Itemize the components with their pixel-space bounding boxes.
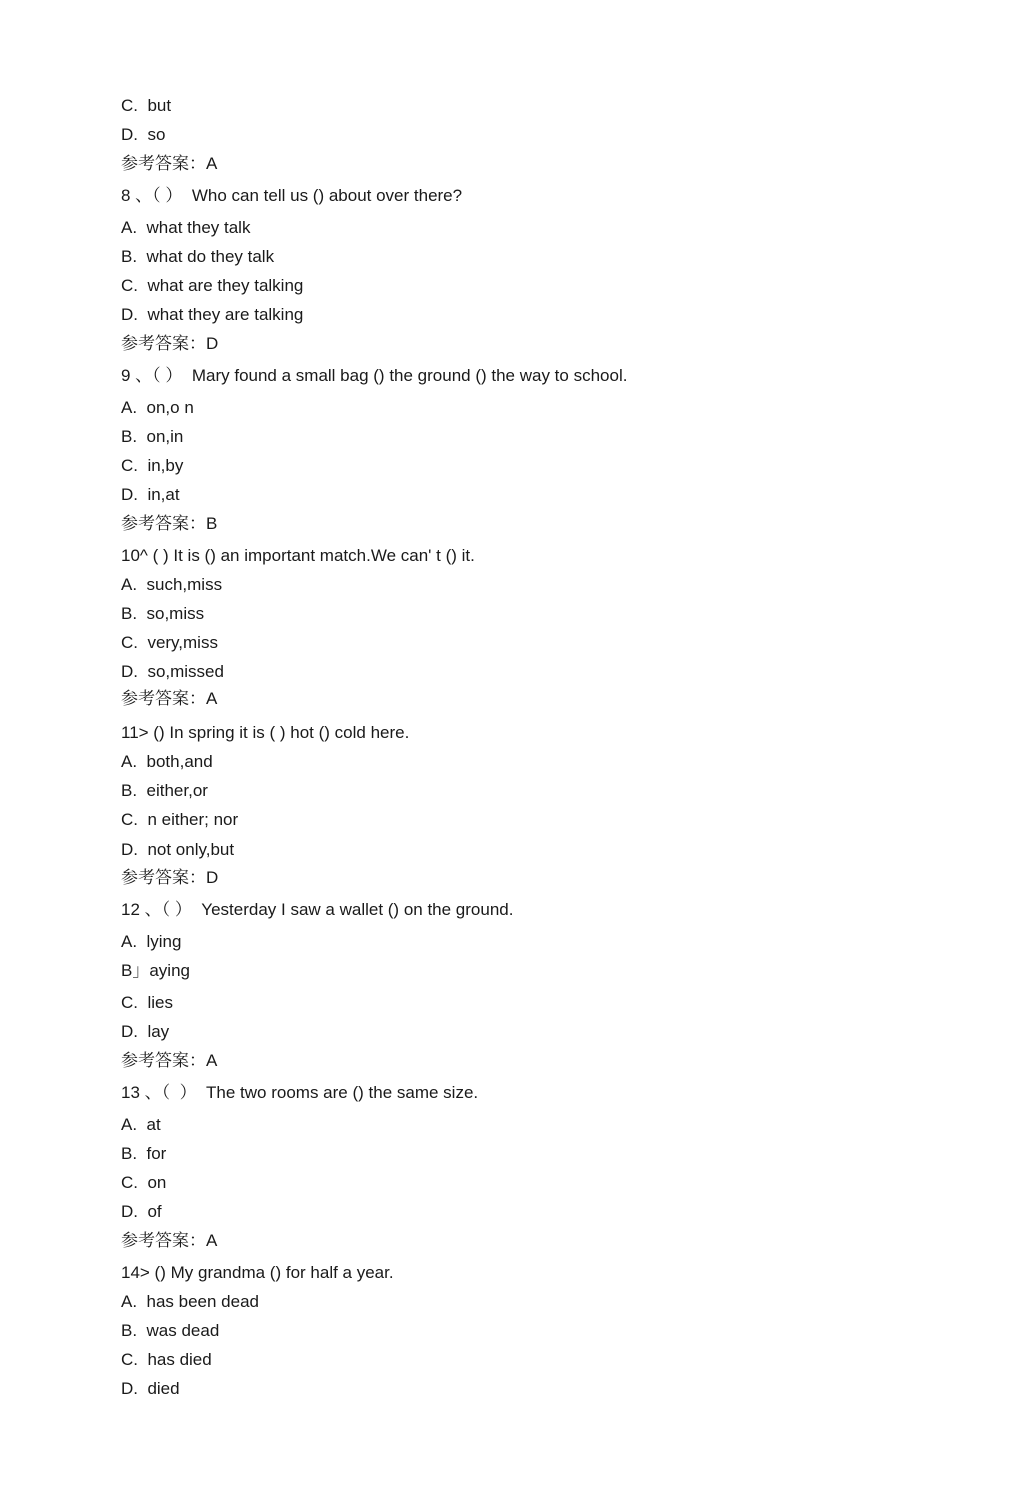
option-line: C. has died	[121, 1350, 212, 1369]
answer-line: 参考答案：A	[121, 154, 218, 173]
option-line: C. lies	[121, 993, 173, 1012]
option-line: B. was dead	[121, 1321, 220, 1340]
option-line: C. what are they talking	[121, 276, 304, 295]
question-line: 14> () My grandma () for half a year.	[121, 1263, 394, 1282]
option-line: D. not only,but	[121, 840, 235, 859]
option-line: D. so,missed	[121, 662, 224, 681]
answer-line: 参考答案：A	[121, 1231, 218, 1250]
option-line: B」aying	[121, 961, 190, 980]
question-line: 11> () In spring it is ( ) hot () cold here.	[121, 723, 410, 742]
option-line: D. of	[121, 1202, 162, 1221]
question-line: 13 、（ ） The two rooms are () the same size.	[121, 1083, 479, 1102]
option-line: C. very,miss	[121, 633, 218, 652]
option-line: C. but	[121, 96, 172, 115]
option-line: C. n either; nor	[121, 810, 239, 829]
option-line: C. on	[121, 1173, 167, 1192]
answer-line: 参考答案：B	[121, 514, 218, 533]
option-line: D. in,at	[121, 485, 180, 504]
answer-line: 参考答案：A	[121, 689, 218, 708]
option-line: D. lay	[121, 1022, 170, 1041]
option-line: A. at	[121, 1115, 161, 1134]
answer-line: 参考答案：A	[121, 1051, 218, 1070]
option-line: A. lying	[121, 932, 182, 951]
question-line: 9 、（ ） Mary found a small bag () the ground () the way to school.	[121, 366, 628, 385]
option-line: A. what they talk	[121, 218, 251, 237]
question-line: 12 、（ ） Yesterday I saw a wallet () on the ground.	[121, 900, 514, 919]
option-line: B. what do they talk	[121, 247, 275, 266]
option-line: D. what they are talking	[121, 305, 304, 324]
question-line: 10^ ( ) It is () an important match.We can' t () it.	[121, 546, 475, 565]
option-line: A. has been dead	[121, 1292, 260, 1311]
question-line: 8 、（ ） Who can tell us () about over there?	[121, 186, 463, 205]
option-line: D. died	[121, 1379, 180, 1398]
answer-line: 参考答案：D	[121, 334, 219, 353]
option-line: C. in,by	[121, 456, 184, 475]
option-line: B. for	[121, 1144, 167, 1163]
option-line: A. on,o n	[121, 398, 194, 417]
option-line: A. such,miss	[121, 575, 223, 594]
option-line: B. on,in	[121, 427, 184, 446]
option-line: D. so	[121, 125, 166, 144]
answer-line: 参考答案：D	[121, 868, 219, 887]
option-line: B. so,miss	[121, 604, 205, 623]
option-line: A. both,and	[121, 752, 213, 771]
option-line: B. either,or	[121, 781, 208, 800]
